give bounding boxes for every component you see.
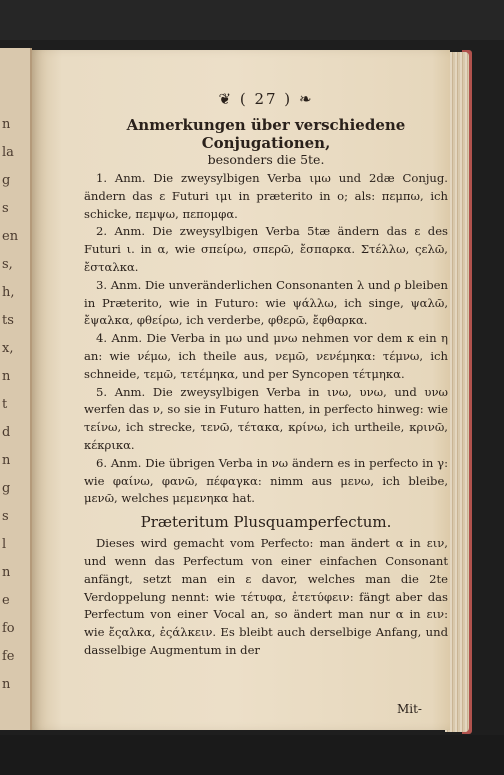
left-page-fragment: n bbox=[2, 369, 11, 384]
left-page-fragment: s bbox=[2, 201, 9, 216]
left-page-fragment: ts bbox=[2, 313, 14, 328]
page-number: ( 27 ) bbox=[239, 90, 293, 108]
paragraph-note-6: 6. Anm. Die übrigen Verba in νω ändern es in perfecto in γ: wie φαίνω, φανῶ, πέφαγκα: nimm aus μενω, ich bleibe, μενῶ, welches μεμενηκα hat. bbox=[84, 455, 448, 506]
left-page-fragment: d bbox=[2, 425, 11, 440]
left-page-fragment: s, bbox=[2, 257, 13, 272]
chapter-subtitle: besonders die 5te. bbox=[207, 152, 325, 167]
paragraph-note-5: 5. Anm. Die zweysylbigen Verba in ινω, υνω, und υνω werfen das ν, so sie in Futuro hatten, in perfecto hinweg: wie τείνω, ich strecke, τενῶ, τέτακα, κρίνω, ich urtheile, κρινῶ, κέκρικα. bbox=[84, 384, 448, 452]
left-page-fragment: e bbox=[2, 593, 10, 608]
catchword: Mit- bbox=[396, 702, 422, 716]
right-ornament: ❧ bbox=[298, 90, 314, 108]
background-top bbox=[0, 0, 504, 40]
book-page bbox=[32, 50, 450, 730]
left-page-fragment: fe bbox=[2, 649, 15, 664]
left-page-fragment: s bbox=[2, 509, 9, 524]
chapter-title: Anmerkungen über verschiedene Conjugationen, bbox=[126, 116, 406, 152]
paragraph-plusquamperfectum: Dieses wird gemacht vom Perfecto: man ändert α in ειν, und wenn das Perfectum von einer einfachen Consonant anfängt, setzt man ein ε davor, welches man die 2te Verdoppelung nennt: wie τέτυφα, ἐτετύφειν: fängt aber das Perfectum von einer Vocal an, so ändert man nur α in ειν: wie ἔςαλκα, ἐςάλκειν. Es bleibt auch derselbige Anfang, und dasselbige Augmentum in der bbox=[84, 536, 448, 657]
left-ornament: ❦ bbox=[218, 90, 234, 108]
left-page-fragment: t bbox=[2, 397, 8, 412]
section-heading: Præteritum Plusquamperfectum. bbox=[140, 513, 392, 532]
paragraph-note-2: 2. Anm. Die zweysylbigen Verba 5tæ ändern das ε des Futuri ι. in α, wie σπείρω, σπερῶ, ἔσπαρκα. Στέλλω, ςελῶ, ἔσταλκα. bbox=[84, 224, 448, 274]
left-page-fragment: l bbox=[2, 537, 7, 552]
page-header bbox=[84, 90, 448, 110]
left-page-fragment: fo bbox=[2, 621, 15, 636]
paragraph-note-3: 3. Anm. Die unveränderlichen Consonanten λ und ρ bleiben in Præterito, wie in Futuro: wie ψάλλω, ich singe, ψαλῶ, ἔψαλκα, φθείρω, ich verderbe, φθερῶ, ἔφθαρκα. bbox=[84, 277, 448, 328]
left-page-fragment: la bbox=[2, 145, 14, 160]
left-page-fragment: en bbox=[2, 229, 19, 244]
left-page-fragment: n bbox=[2, 677, 11, 692]
left-page-fragment: n bbox=[2, 117, 11, 132]
left-page-fragment: x, bbox=[2, 341, 14, 356]
left-page-fragment: g bbox=[2, 481, 11, 496]
page-content bbox=[84, 90, 448, 660]
background-bottom bbox=[0, 735, 504, 775]
left-page-fragment: n bbox=[2, 565, 11, 580]
paragraph-note-1: 1. Anm. Die zweysylbigen Verba ιμω und 2dæ Conjug. ändern das ε Futuri ιμι in præterito in ο; als: πεμπω, ich schicke, πεμψω, πεπομφα. bbox=[84, 171, 448, 221]
left-page-fragment: g bbox=[2, 173, 11, 188]
paragraph-note-4: 4. Anm. Die Verba in μω und μνω nehmen vor dem κ ein η an: wie νέμω, ich theile aus, νεμῶ, νενέμηκα: τέμνω, ich schneide, τεμῶ, τετέμηκα, und per Syncopen τέτμηκα. bbox=[84, 331, 448, 381]
left-page-edge bbox=[0, 48, 32, 730]
left-page-fragment: h, bbox=[2, 285, 15, 300]
left-page-fragment: n bbox=[2, 453, 11, 468]
